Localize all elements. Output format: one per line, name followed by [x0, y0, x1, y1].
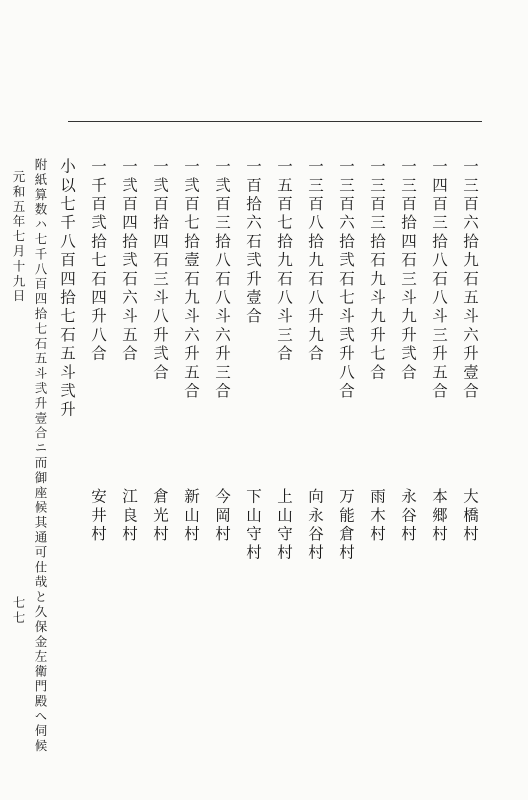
- page-number: 七七: [11, 596, 26, 626]
- amount-line-10: 一弐百七拾壹石九斗六升五合: [182, 158, 200, 402]
- village-name-12: 江良村: [120, 488, 138, 545]
- date-line: 元和五年七月十九日: [11, 170, 26, 305]
- village-name-7: 上山守村: [275, 488, 293, 563]
- village-name-3: 永谷村: [399, 488, 417, 545]
- amount-line-13: 一千百弐拾七石四升八合: [89, 158, 107, 364]
- village-name-4: 雨木村: [368, 488, 386, 545]
- header-rule: [68, 121, 482, 122]
- village-name-5: 万能倉村: [337, 488, 355, 563]
- village-name-8: 下山守村: [244, 488, 262, 563]
- amount-line-7: 一五百七拾九石八斗三合: [275, 158, 293, 364]
- amount-line-12: 一弐百四拾弐石六斗五合: [120, 158, 138, 364]
- amount-line-3: 一三百拾四石三斗九升弐合: [399, 158, 417, 383]
- amount-line-11: 一弐百拾四石三斗八升弐合: [151, 158, 169, 383]
- amount-line-1: 一三百六拾九石五斗六升壹合: [461, 158, 479, 402]
- amount-line-4: 一三百三拾石九斗九升七合: [368, 158, 386, 383]
- village-name-2: 本郷村: [430, 488, 448, 545]
- village-name-1: 大橋村: [461, 488, 479, 545]
- amount-line-9: 一弐百三拾八石八斗六升三合: [213, 158, 231, 402]
- village-name-13: 安井村: [89, 488, 107, 545]
- total-line: 小以七千八百四拾七石五斗弐升: [58, 158, 76, 420]
- amount-line-5: 一三百六拾弐石七斗弐升八合: [337, 158, 355, 402]
- note-line: 附紙算数ハ七千八百四拾七石五斗弐升壹合ニ而御座候其通可仕哉と久保金左衛門殿へ伺候: [33, 158, 48, 754]
- village-name-10: 新山村: [182, 488, 200, 545]
- amount-line-2: 一四百三拾八石八斗三升五合: [430, 158, 448, 402]
- village-name-9: 今岡村: [213, 488, 231, 545]
- village-name-11: 倉光村: [151, 488, 169, 545]
- amount-line-8: 一百拾六石弐升壹合: [244, 158, 262, 327]
- amount-line-6: 一三百八拾九石八升九合: [306, 158, 324, 364]
- village-name-6: 向永谷村: [306, 488, 324, 563]
